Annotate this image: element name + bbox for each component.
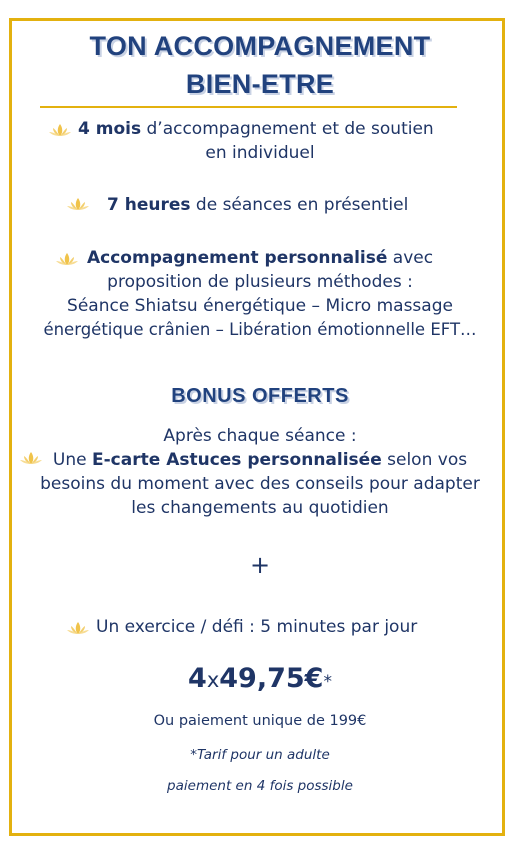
bonus-intro: Après chaque séance :	[163, 426, 357, 446]
feature-3-line-4: énergétique crânien – Libération émotionnelle EFT…	[43, 320, 477, 339]
bonus-ecard-line-1: Une E-carte Astuces personnalisée selon vos	[52, 450, 468, 470]
feature-3-line-1: Accompagnement personnalisé avec	[87, 248, 434, 268]
price-alternative: Ou paiement unique de 199€	[153, 713, 367, 729]
feature-3-line-2: proposition de plusieurs méthodes :	[107, 272, 413, 292]
feature-2-line-1: 7 heures de séances en présentiel	[107, 195, 409, 215]
feature-1-line-2: en individuel	[205, 143, 315, 163]
bonus-ecard-line-3: les changements au quotidien	[131, 498, 389, 518]
offer-card	[9, 18, 505, 836]
bonus-exercise: Un exercice / défi : 5 minutes par jour	[96, 617, 418, 637]
feature-1-line-1: 4 mois d’accompagnement et de soutien	[78, 119, 434, 139]
price: 4x49,75€*	[188, 663, 332, 694]
feature-3-line-3: Séance Shiatsu énergétique – Micro massage	[67, 296, 453, 316]
bonus-ecard-line-2: besoins du moment avec des conseils pour adapter	[40, 474, 480, 494]
lotus-icon	[56, 252, 78, 266]
title-divider	[40, 106, 457, 108]
price-note-2: paiement en 4 fois possible	[167, 778, 353, 794]
bonus-heading: BONUS OFFERTS	[171, 385, 349, 407]
price-note-1: *Tarif pour un adulte	[190, 747, 330, 763]
lotus-icon	[67, 621, 89, 635]
lotus-icon	[67, 197, 89, 211]
lotus-icon	[49, 123, 71, 137]
plus-sign: +	[249, 551, 271, 579]
title-line-2: BIEN-ETRE	[185, 69, 335, 99]
title-line-1: TON ACCOMPAGNEMENT	[89, 31, 431, 61]
